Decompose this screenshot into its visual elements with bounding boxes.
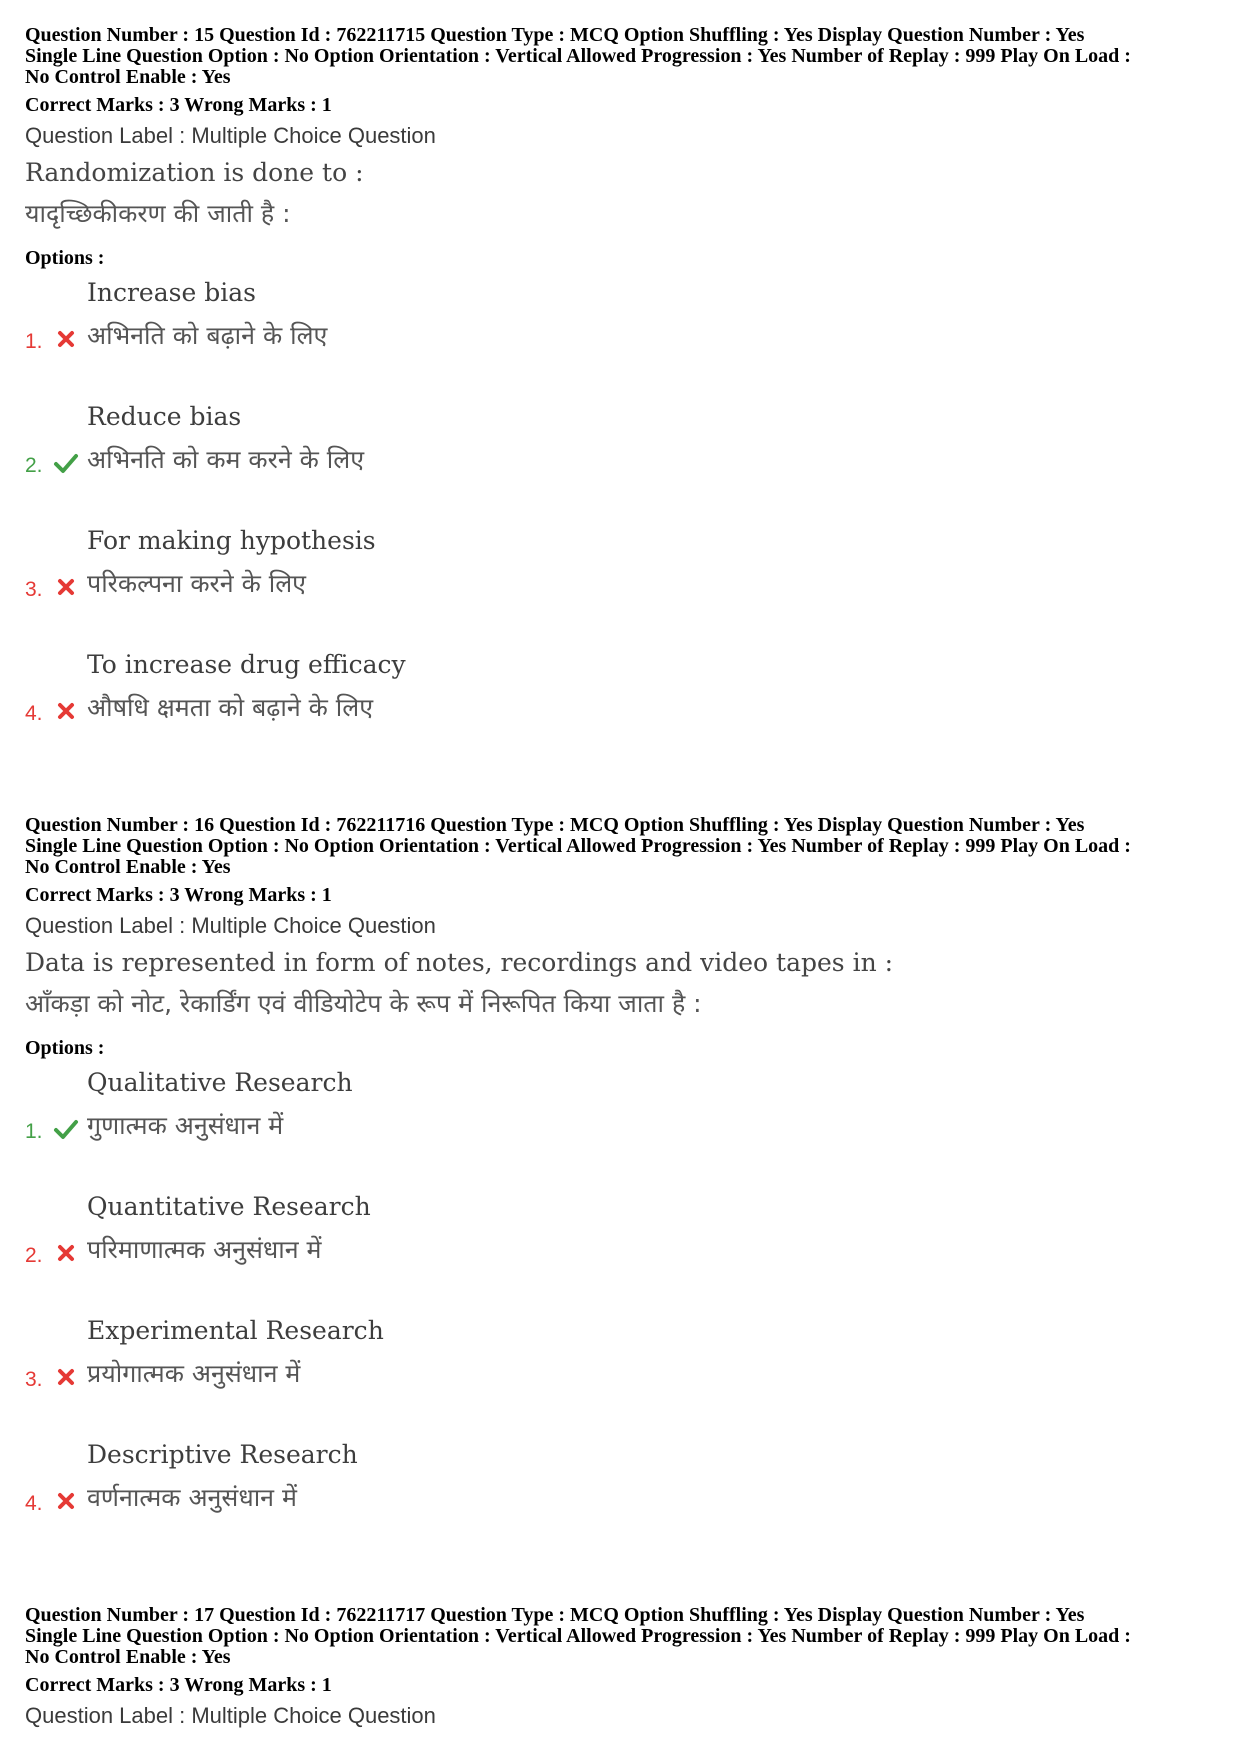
option-number: 1. [25, 1120, 43, 1143]
option-text-hindi: परिमाणात्मक अनुसंधान में [87, 1235, 322, 1264]
check-icon [53, 1116, 79, 1142]
question-meta-line: Question Number : 17 Question Id : 762211717 Question Type : MCQ Option Shuffling : Yes Display Question Number : Yes [25, 1604, 1085, 1626]
option-text-hindi: वर्णनात्मक अनुसंधान में [87, 1483, 297, 1512]
option-item [25, 1190, 1215, 1314]
options-label: Options : [25, 247, 105, 269]
option-number: 2. [25, 454, 43, 477]
option-number: 4. [25, 702, 43, 725]
question-label: Question Label : Multiple Choice Question [25, 123, 436, 148]
question-meta-line: Single Line Question Option : No Option Orientation : Vertical Allowed Progression : Yes Number of Replay : 999 Play On Load : [25, 835, 1131, 857]
option-item [25, 1066, 1215, 1190]
question-block [25, 815, 1215, 1562]
question-block [25, 1605, 1215, 1730]
check-icon [53, 450, 79, 476]
option-text-english: Quantitative Research [87, 1192, 371, 1221]
question-text-hindi: आँकड़ा को नोट, रेकार्डिंग एवं वीडियोटेप के रूप में निरूपित किया जाता है : [25, 989, 702, 1018]
option-text-hindi: गुणात्मक अनुसंधान में [87, 1111, 284, 1140]
option-number: 1. [25, 330, 43, 353]
question-meta-line: Single Line Question Option : No Option Orientation : Vertical Allowed Progression : Yes Number of Replay : 999 Play On Load : [25, 45, 1131, 67]
question-label: Question Label : Multiple Choice Question [25, 1703, 436, 1728]
option-text-english: Descriptive Research [87, 1440, 358, 1469]
marks-line: Correct Marks : 3 Wrong Marks : 1 [25, 1674, 332, 1696]
options-label: Options : [25, 1037, 105, 1059]
cross-icon [53, 574, 79, 600]
cross-icon [53, 1364, 79, 1390]
option-text-english: For making hypothesis [87, 526, 376, 555]
option-number: 4. [25, 1492, 43, 1515]
question-text-english: Data is represented in form of notes, recordings and video tapes in : [25, 948, 894, 977]
option-text-hindi: अभिनति को बढ़ाने के लिए [87, 321, 328, 350]
cross-icon [53, 326, 79, 352]
question-meta-line: Single Line Question Option : No Option Orientation : Vertical Allowed Progression : Yes Number of Replay : 999 Play On Load : [25, 1625, 1131, 1647]
option-item [25, 1438, 1215, 1562]
marks-line: Correct Marks : 3 Wrong Marks : 1 [25, 884, 332, 906]
option-text-hindi: प्रयोगात्मक अनुसंधान में [87, 1359, 301, 1388]
option-text-hindi: औषधि क्षमता को बढ़ाने के लिए [87, 693, 374, 722]
cross-icon [53, 1240, 79, 1266]
option-item [25, 400, 1215, 524]
option-text-english: Increase bias [87, 278, 256, 307]
option-text-hindi: परिकल्पना करने के लिए [87, 569, 306, 598]
option-item [25, 276, 1215, 400]
question-block [25, 25, 1215, 772]
option-number: 3. [25, 578, 43, 601]
question-meta-line: Question Number : 15 Question Id : 762211715 Question Type : MCQ Option Shuffling : Yes Display Question Number : Yes [25, 24, 1085, 46]
question-label: Question Label : Multiple Choice Question [25, 913, 436, 938]
option-text-hindi: अभिनति को कम करने के लिए [87, 445, 365, 474]
option-text-english: Reduce bias [87, 402, 242, 431]
option-item [25, 648, 1215, 772]
options-list [25, 276, 1215, 772]
option-number: 2. [25, 1244, 43, 1267]
question-meta-line: No Control Enable : Yes [25, 66, 231, 88]
cross-icon [53, 698, 79, 724]
question-meta-line: No Control Enable : Yes [25, 856, 231, 878]
options-list [25, 1066, 1215, 1562]
question-meta-line: No Control Enable : Yes [25, 1646, 231, 1668]
option-number: 3. [25, 1368, 43, 1391]
marks-line: Correct Marks : 3 Wrong Marks : 1 [25, 94, 332, 116]
question-text-hindi: यादृच्छिकीकरण की जाती है : [25, 199, 291, 228]
option-text-english: Experimental Research [87, 1316, 384, 1345]
option-text-english: To increase drug efficacy [87, 650, 406, 679]
question-text-english: Randomization is done to : [25, 158, 364, 187]
cross-icon [53, 1488, 79, 1514]
option-item [25, 1314, 1215, 1438]
option-text-english: Qualitative Research [87, 1068, 353, 1097]
question-meta-line: Question Number : 16 Question Id : 762211716 Question Type : MCQ Option Shuffling : Yes Display Question Number : Yes [25, 814, 1085, 836]
option-item [25, 524, 1215, 648]
